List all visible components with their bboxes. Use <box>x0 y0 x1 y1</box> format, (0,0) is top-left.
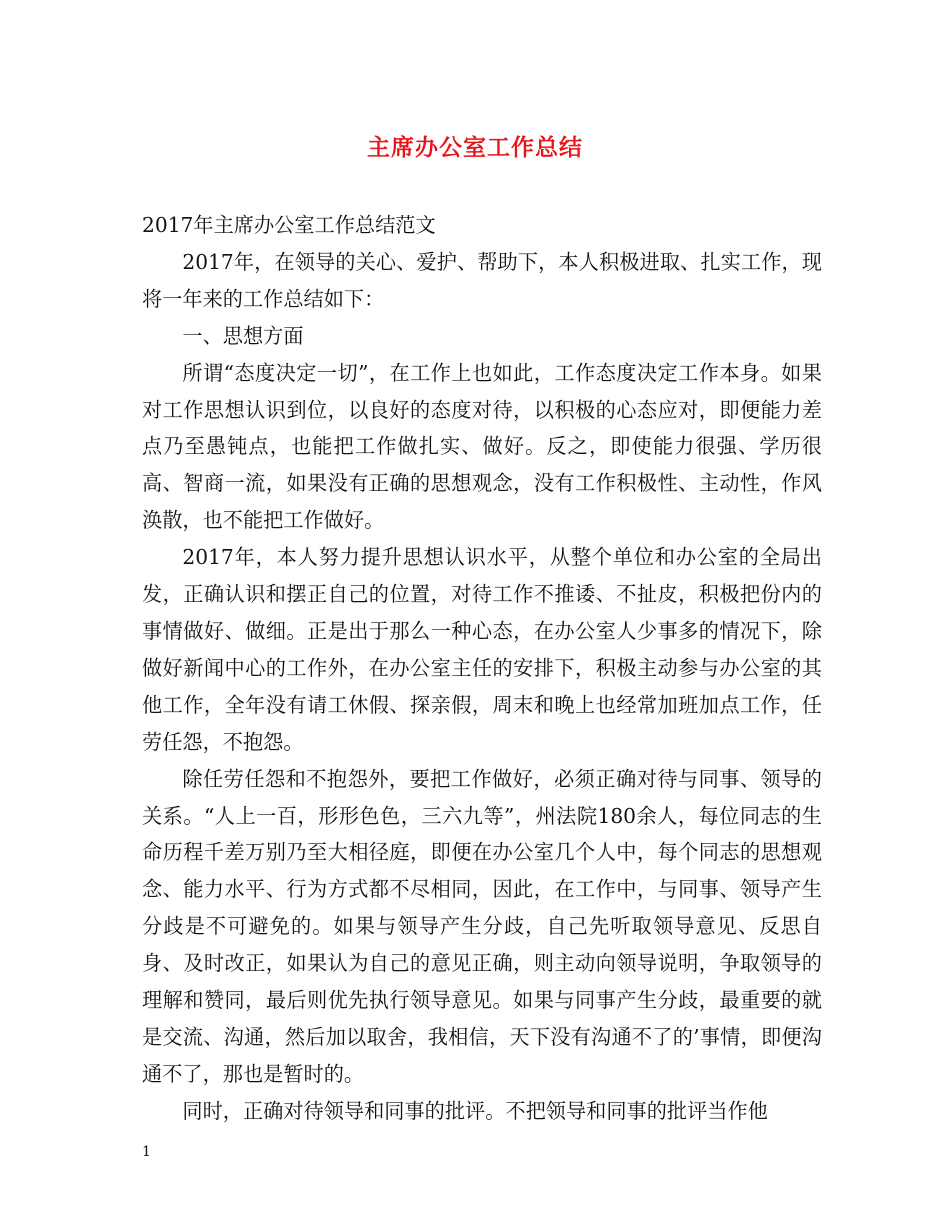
paragraph-relationships: 除任劳任怨和不抱怨外，要把工作做好，必须正确对待与同事、领导的关系。“人上一百，形形色色，三六九等”，州法院180余人，每位同志的生命历程千差万别乃至大相径庭，即便在办公室几个人中，每个同志的思想观念、能力水平、行为方式都不尽相同，因此，在工作中，与同事、领导产生分歧是不可避免的。如果与领导产生分歧，自己先听取领导意见、反思自身、及时改正，如果认为自己的意见正确，则主动向领导说明，争取领导的理解和赞同，最后则优先执行领导意见。如果与同事产生分歧，最重要的就是交流、沟通，然后加以取舍，我相信，天下没有沟通不了的’事情，即便沟通不了，那也是暂时的。 <box>142 766 822 1086</box>
document-body <box>142 207 822 1130</box>
paragraph-criticism: 同时，正确对待领导和同事的批评。不把领导和同事的批评当作他 <box>182 1098 768 1123</box>
paragraph-2017-effort: 2017年，本人努力提升思想认识水平，从整个单位和办公室的全局出发，正确认识和摆正自己的位置，对待工作不推诿、不扯皮，积极把份内的事情做好、做细。正是出于那么一种心态，在办公室人少事多的情况下，除做好新闻中心的工作外，在办公室主任的安排下，积极主动参与办公室的其他工作，全年没有请工休假、探亲假，周末和晚上也经常加班加点工作，任劳任怨，不抱怨。 <box>142 545 822 754</box>
section-heading-thought: 一、思想方面 <box>182 323 304 348</box>
page-number: 1 <box>142 1144 151 1160</box>
paragraph-attitude: 所谓“态度决定一切”，在工作上也如此，工作态度决定工作本身。如果对工作思想认识到位，以良好的态度对待，以积极的心态应对，即便能力差点乃至愚钝点，也能把工作做扎实、做好。反之，即使能力很强、学历很高、智商一流，如果没有正确的思想观念，没有工作积极性、主动性，作风涣散，也不能把工作做好。 <box>142 360 822 533</box>
document-title: 主席办公室工作总结 <box>367 134 583 161</box>
document-subtitle: 2017年主席办公室工作总结范文 <box>142 213 436 237</box>
paragraph-intro: 2017年，在领导的关心、爱护、帮助下，本人积极进取、扎实工作，现将一年来的工作总结如下： <box>142 249 822 311</box>
